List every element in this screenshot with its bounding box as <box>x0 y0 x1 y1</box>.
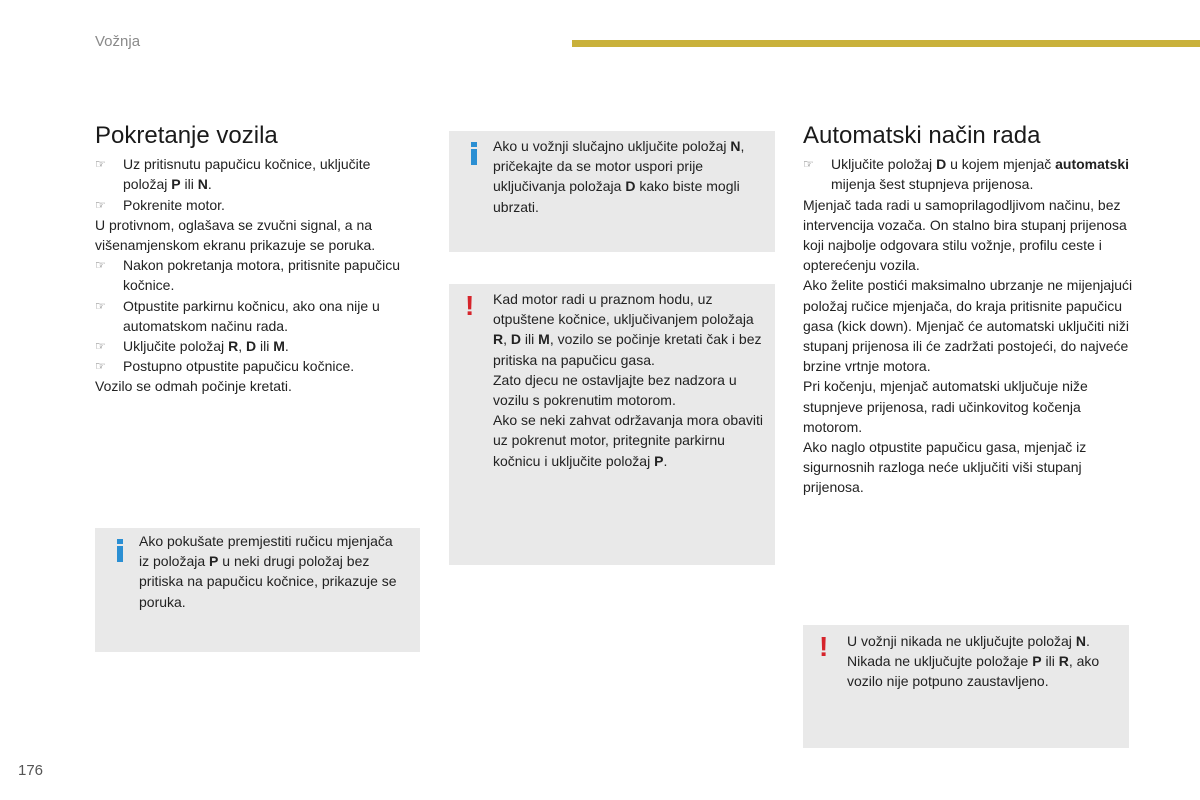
pointing-hand-icon: ☞ <box>95 197 106 212</box>
bullet-item <box>95 296 415 336</box>
pointing-hand-icon: ☞ <box>95 359 106 374</box>
paragraph: Mjenjač tada radi u samoprilagodljivom načinu, bez intervencija vozača. On stalno bira stupanj prijenosa koji najbolje odgovara stilu vožnje, profilu ceste i opterećenju vozila. <box>803 196 1127 274</box>
right-section-title: Automatski način rada <box>803 122 1041 149</box>
header-accent-bar <box>572 40 1200 47</box>
pointing-hand-icon: ☞ <box>95 258 106 273</box>
bullet-item <box>95 195 415 215</box>
bullet-item <box>803 154 1133 194</box>
warning-icon: ! <box>465 290 475 321</box>
middle-warning-text: Kad motor radi u praznom hodu, uz otpuštene kočnice, uključivanjem položaja R, D ili M, vozilo se počinje kretati čak i bez pritiska na papučicu gasa. Zato djecu ne ostavljajte bez nadzora u vozilu s pokrenutim motorom. Ako se neki zahvat održavanja mora obaviti uz pokrenut motor, pritegnite parkirnu kočnicu i uključite položaj P. <box>493 291 764 469</box>
middle-info-text: Ako u vožnji slučajno uključite položaj N, pričekajte da se motor uspori prije uključivanja položaja D kako biste mogli ubrzati. <box>493 138 745 215</box>
bullet-item <box>95 356 415 376</box>
left-column <box>95 122 415 397</box>
right-column <box>803 122 1133 498</box>
bullet-text: Uključite položaj D u kojem mjenjač automatski mijenja šest stupnjeva prijenosa. <box>831 156 1130 193</box>
paragraph: Vozilo se odmah počinje kretati. <box>95 378 292 395</box>
left-content <box>95 154 415 396</box>
middle-info-box <box>449 131 775 252</box>
warning-icon: ! <box>819 631 829 662</box>
pointing-hand-icon: ☞ <box>95 157 106 172</box>
paragraph: U protivnom, oglašava se zvučni signal, a na višenamjenskom ekranu prikazuje se poruka. <box>95 216 376 254</box>
bullet-text: Uključite položaj R, D ili M. <box>123 338 289 355</box>
right-warning-box <box>803 625 1129 748</box>
pointing-hand-icon: ☞ <box>95 339 106 354</box>
right-warning-text: U vožnji nikada ne uključujte položaj N. Nikada ne uključujte položaje P ili R, ako vozilo nije potpuno zaustavljeno. <box>847 633 1100 690</box>
right-content <box>803 154 1133 497</box>
paragraph: Ako želite postići maksimalno ubrzanje ne mijenjajući položaj ručice mjenjača, do kraja pritisnite papučicu gasa (kick down). Mjenjač će automatski uključiti niži stupanj prijenosa ili će zadržati postojeći, do najveće brzine vrtnje motora. <box>803 277 1133 375</box>
info-icon <box>116 539 124 562</box>
bullet-text: Uz pritisnutu papučicu kočnice, uključite položaj P ili N. <box>123 156 371 193</box>
bullet-text: Pokrenite motor. <box>123 196 225 213</box>
pointing-hand-icon: ☞ <box>803 157 814 172</box>
bullet-text: Otpustite parkirnu kočnicu, ako ona nije u automatskom načinu rada. <box>123 297 380 334</box>
left-section-title: Pokretanje vozila <box>95 122 278 149</box>
pointing-hand-icon: ☞ <box>95 298 106 313</box>
bullet-item <box>95 255 415 295</box>
bullet-text: Postupno otpustite papučicu kočnice. <box>123 358 355 375</box>
left-info-box <box>95 528 420 652</box>
section-label: Vožnja <box>95 33 141 50</box>
paragraph: Pri kočenju, mjenjač automatski uključuje niže stupnjeve prijenosa, radi učinkovitog kočenja motorom. <box>803 378 1088 435</box>
bullet-item <box>95 154 415 194</box>
paragraph: Ako naglo otpustite papučicu gasa, mjenjač iz sigurnosnih razloga neće uključiti viši stupanj prijenosa. <box>803 439 1087 496</box>
page-number: 176 <box>18 762 44 779</box>
info-icon <box>470 142 478 165</box>
middle-warning-box <box>449 284 775 565</box>
bullet-item <box>95 336 415 356</box>
left-info-text: Ako pokušate premjestiti ručicu mjenjača iz položaja P u neki drugi položaj bez pritiska na papučicu kočnice, prikazuje se poruka. <box>139 533 397 610</box>
bullet-text: Nakon pokretanja motora, pritisnite papučicu kočnice. <box>123 257 401 294</box>
